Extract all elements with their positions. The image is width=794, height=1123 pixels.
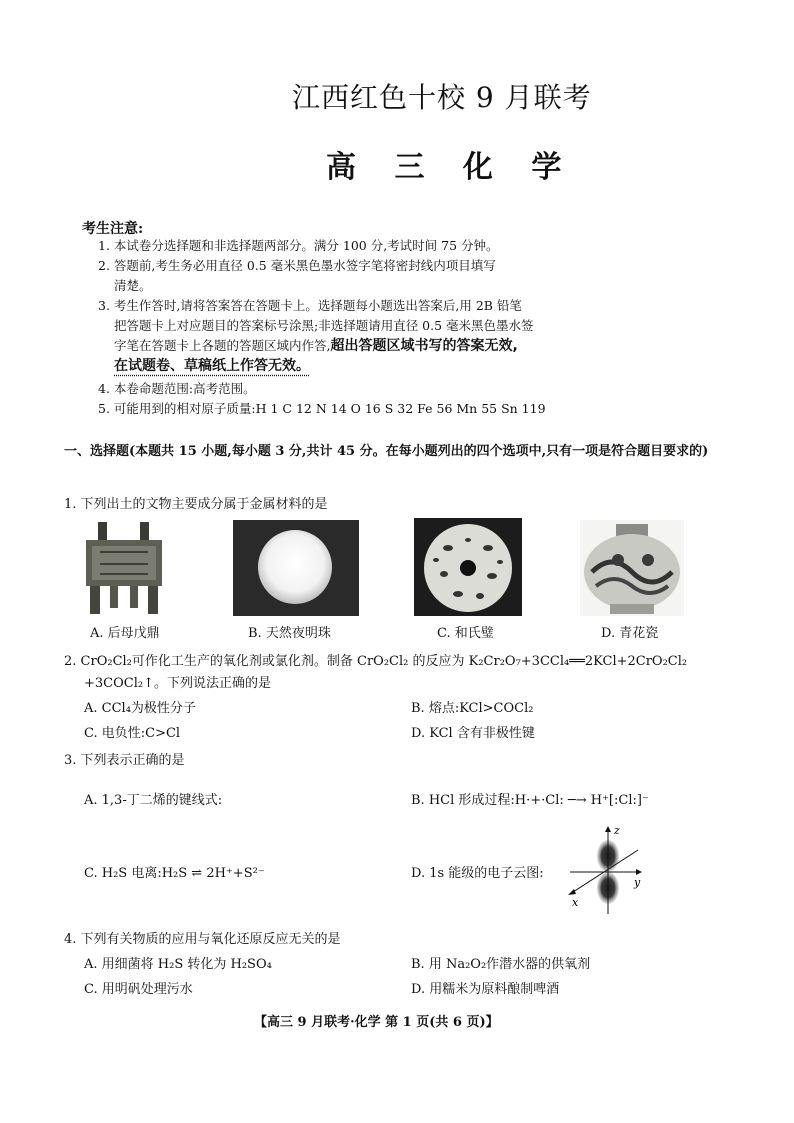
axis-label-z: z [614,824,620,837]
exam-title: 江西红色十校 9 月联考 [292,81,592,114]
q3-option-a: A. 1,3-丁二烯的键线式: [84,793,223,808]
q4-option-a: A. 用细菌将 H₂S 转化为 H₂SO₄ [84,957,272,972]
notice-item-5: 5. 可能用到的相对原子质量:H 1 C 12 N 14 O 16 S 32 Fe 56 Mn 55 Sn 119 [98,401,546,416]
q1-image-porcelain [580,520,684,616]
q4-stem: 4. 下列有关物质的应用与氧化还原反应无关的是 [64,932,341,947]
q1-option-a: A. 后母戊鼎 [90,626,160,641]
notice-item-3-text: 字笔在答题卡上各题的答题区域内作答, [114,338,331,353]
q2-option-a: A. CCl₄为极性分子 [84,701,196,716]
q3-option-c: C. H₂S 电离:H₂S ⇌ 2H⁺+S²⁻ [84,866,265,881]
page-footer: 【高三 9 月联考·化学 第 1 页(共 6 页)】 [254,1015,499,1030]
section-heading: 一、选择题(本题共 15 小题,每小题 3 分,共计 45 分。在每小题列出的四个选项中,只有一项是符合题目要求的) [64,444,709,459]
notice-bold-warning-2: 在试题卷、草稿纸上作答无效。 [114,358,310,374]
q2-stem-line2: +3COCl₂↑。下列说法正确的是 [84,676,271,691]
q2-option-d: D. KCl 含有非极性键 [411,726,535,741]
subject-title: 高 三 化 学 [326,150,576,185]
notice-bold-warning-1: 超出答题区域书写的答案无效, [330,338,518,354]
notice-item-3-cont3 [114,356,310,376]
notice-item-2: 2. 答题前,考生务必用直径 0.5 毫米黑色墨水签字笔将密封线内项目填写 [98,258,496,273]
q1-option-d: D. 青花瓷 [601,626,659,641]
q2-option-b: B. 熔点:KCl>COCl₂ [411,701,534,716]
q1-image-jade-disc [414,518,522,616]
notice-item-2-cont: 清楚。 [114,278,152,293]
q1-image-ding [80,520,168,616]
q2-stem-line1: 2. CrO₂Cl₂可作化工生产的氧化剂或氯化剂。制备 CrO₂Cl₂ 的反应为 K₂Cr₂O₇+3CCl₄══2KCl+2CrO₂Cl₂ [64,654,688,669]
axis-label-x: x [572,896,579,909]
q4-option-c: C. 用明矾处理污水 [84,982,193,997]
q3-option-d: D. 1s 能级的电子云图: [411,866,544,881]
q1-option-b: B. 天然夜明珠 [248,626,331,641]
q3-stem: 3. 下列表示正确的是 [64,753,185,768]
q1-image-pearl [233,520,359,616]
q3-option-b: B. HCl 形成过程:H·+·Cl: ─→ H⁺[:Cl:]⁻ [411,793,649,808]
notice-item-3-cont2 [114,336,518,356]
q4-option-d: D. 用糯米为原料酿制啤酒 [411,982,560,997]
notice-item-1: 1. 本试卷分选择题和非选择题两部分。满分 100 分,考试时间 75 分钟。 [98,238,499,253]
notice-title: 考生注意: [82,221,144,237]
q4-option-b: B. 用 Na₂O₂作潜水器的供氧剂 [411,957,591,972]
notice-item-4: 4. 本卷命题范围:高考范围。 [98,381,256,396]
notice-item-3-cont: 把答题卡上对应题目的答案标号涂黑;非选择题请用直径 0.5 毫米黑色墨水签 [114,318,534,333]
notice-item-3: 3. 考生作答时,请将答案答在答题卡上。选择题每小题选出答案后,用 2B 铅笔 [98,298,522,313]
q2-option-c: C. 电负性:C>Cl [84,726,181,741]
q1-option-c: C. 和氏璧 [437,626,494,641]
electron-cloud-diagram [562,824,672,920]
q1-stem: 1. 下列出土的文物主要成分属于金属材料的是 [64,497,328,512]
axis-label-y: y [634,876,641,889]
